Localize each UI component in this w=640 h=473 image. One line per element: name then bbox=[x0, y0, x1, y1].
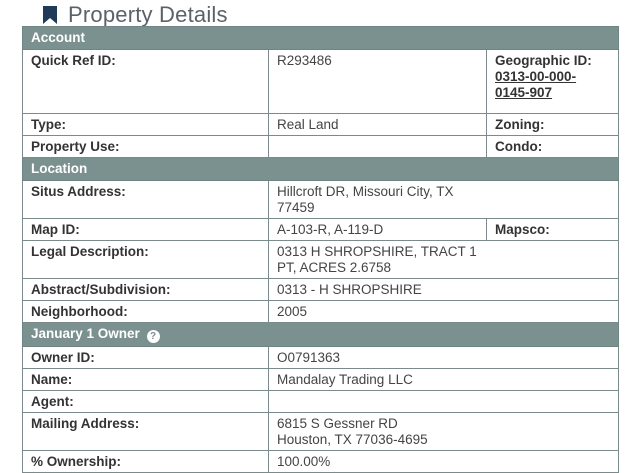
section-label: Account bbox=[23, 27, 619, 50]
neighborhood-label: Neighborhood: bbox=[23, 301, 269, 323]
section-label: Location bbox=[23, 158, 619, 181]
section-label: January 1 Owner bbox=[31, 326, 140, 341]
condo-label: Condo: bbox=[487, 136, 619, 158]
mailing-address-label: Mailing Address: bbox=[23, 413, 269, 451]
section-label-cell bbox=[23, 323, 619, 347]
ownership-label: % Ownership: bbox=[23, 451, 269, 473]
section-account bbox=[23, 27, 619, 50]
bookmark-icon bbox=[40, 5, 60, 25]
table-row bbox=[23, 413, 619, 451]
legal-description-label: Legal Description: bbox=[23, 241, 269, 279]
legal-description-line1: 0313 H SHROPSHIRE, TRACT 1 bbox=[277, 244, 477, 259]
section-location bbox=[23, 158, 619, 181]
map-id-value: A-103-R, A-119-D bbox=[269, 219, 487, 241]
ownership-value: 100.00% bbox=[269, 451, 619, 473]
section-owner bbox=[23, 323, 619, 347]
table-row bbox=[23, 241, 619, 279]
legal-description-value bbox=[269, 241, 619, 279]
table-row bbox=[23, 50, 619, 114]
agent-label: Agent: bbox=[23, 391, 269, 413]
table-row bbox=[23, 219, 619, 241]
mailing-address-line1: 6815 S Gessner RD bbox=[277, 416, 398, 431]
quick-ref-label: Quick Ref ID: bbox=[23, 50, 269, 114]
quick-ref-value: R293486 bbox=[269, 50, 487, 114]
property-use-value bbox=[269, 136, 487, 158]
geographic-id-link[interactable]: 0313-00-000-0145-907 bbox=[495, 69, 577, 100]
table-row bbox=[23, 301, 619, 323]
mapsco-label: Mapsco: bbox=[487, 219, 619, 241]
page-title: Property Details bbox=[68, 2, 228, 27]
abstract-subdivision-label: Abstract/Subdivision: bbox=[23, 279, 269, 301]
situs-address-label: Situs Address: bbox=[23, 181, 269, 219]
table-row bbox=[23, 391, 619, 413]
page-header bbox=[40, 2, 228, 28]
type-label: Type: bbox=[23, 114, 269, 136]
table-row bbox=[23, 181, 619, 219]
table-row bbox=[23, 279, 619, 301]
mailing-address-value bbox=[269, 413, 619, 451]
zoning-label: Zoning: bbox=[487, 114, 619, 136]
agent-value bbox=[269, 391, 619, 413]
owner-name-label: Name: bbox=[23, 369, 269, 391]
neighborhood-value: 2005 bbox=[269, 301, 619, 323]
table-row bbox=[23, 347, 619, 369]
table-row bbox=[23, 369, 619, 391]
table-row bbox=[23, 451, 619, 473]
table-row bbox=[23, 114, 619, 136]
legal-description-line2: PT, ACRES 2.6758 bbox=[277, 260, 392, 275]
situs-address-value bbox=[269, 181, 619, 219]
table-row bbox=[23, 136, 619, 158]
property-use-label: Property Use: bbox=[23, 136, 269, 158]
map-id-label: Map ID: bbox=[23, 219, 269, 241]
abstract-subdivision-value: 0313 - H SHROPSHIRE bbox=[269, 279, 619, 301]
situs-address-line2: 77459 bbox=[277, 200, 315, 215]
owner-name-value: Mandalay Trading LLC bbox=[269, 369, 619, 391]
type-value: Real Land bbox=[269, 114, 487, 136]
owner-id-label: Owner ID: bbox=[23, 347, 269, 369]
geographic-id-cell: Geographic ID: 0313-00-000-0145-907 bbox=[487, 50, 619, 114]
owner-id-value: O0791363 bbox=[269, 347, 619, 369]
mailing-address-line2: Houston, TX 77036-4695 bbox=[277, 432, 428, 447]
property-details-table bbox=[22, 26, 619, 473]
situs-address-line1: Hillcroft DR, Missouri City, TX bbox=[277, 184, 454, 199]
question-circle-icon[interactable]: ? bbox=[147, 330, 160, 343]
